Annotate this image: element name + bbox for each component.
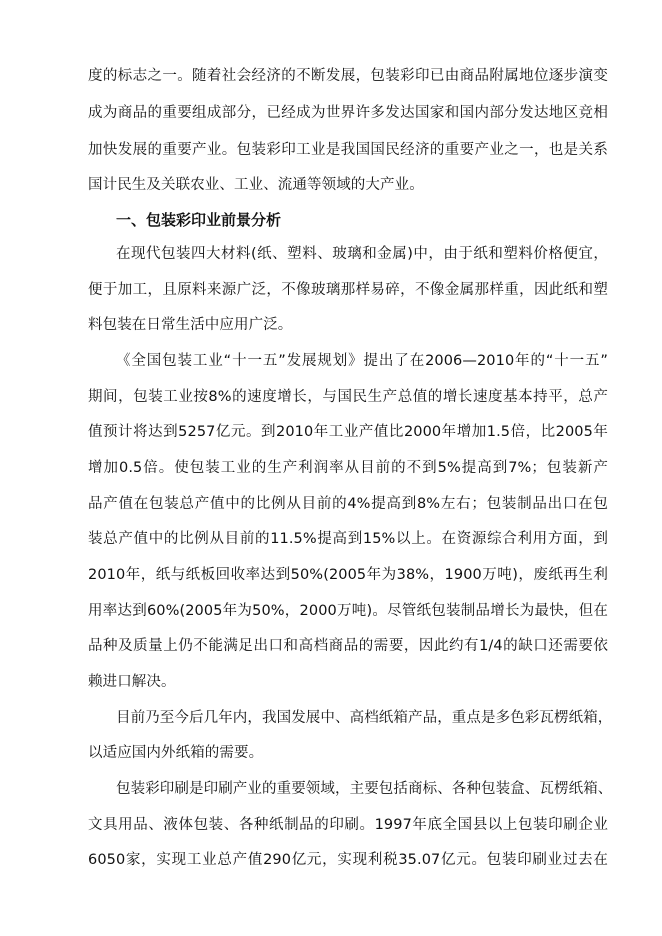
paragraph-1-line-2: 成为商品的重要组成部分，已经成为世界许多发达国家和国内部分发达地区竞相 — [88, 105, 608, 121]
paragraph-3-line-6: 装总产值中的比例从目前的11.5%提高到15%以上。在资源综合利用方面，到 — [88, 531, 608, 547]
paragraph-3-line-2: 期间，包装工业按8%的速度增长，与国民生产总值的增长速度基本持平，总产 — [88, 389, 608, 405]
paragraph-3-line-7: 2010年，纸与纸板回收率达到50%(2005年为38%，1900万吨)，废纸再生利 — [88, 567, 608, 583]
paragraph-4-line-2: 以适应国内外纸箱的需要。 — [88, 745, 264, 761]
section-heading: 一、包装彩印业前景分析 — [116, 211, 282, 229]
paragraph-2-line-3: 料包装在日常生活中应用广泛。 — [88, 317, 293, 333]
paragraph-1-line-3: 加快发展的重要产业。包装彩印工业是我国国民经济的重要产业之一，也是关系 — [88, 142, 608, 158]
paragraph-4-line-1: 目前乃至今后几年内，我国发展中、高档纸箱产品，重点是多色彩瓦楞纸箱， — [116, 710, 613, 726]
paragraph-3-line-5: 品产值在包装总产值中的比例从目前的4%提高到8%左右；包装制品出口在包 — [88, 496, 608, 512]
paragraph-1-line-4: 国计民生及关联农业、工业、流通等领域的大产业。 — [88, 177, 424, 193]
paragraph-5-line-1: 包装彩印刷是印刷产业的重要领域，主要包括商标、各种包装盒、瓦楞纸箱、 — [116, 781, 613, 797]
paragraph-3-line-9: 品种及质量上仍不能满足出口和高档商品的需要，因此约有1/4的缺口还需要依 — [88, 638, 608, 654]
paragraph-3-line-4: 增加0.5倍。使包装工业的生产利润率从目前的不到5%提高到7%；包装新产 — [88, 460, 608, 476]
paragraph-2-line-2: 便于加工，且原料来源广泛，不像玻璃那样易碎，不像金属那样重，因此纸和塑 — [88, 282, 608, 298]
paragraph-5-line-3: 6050家，实现工业总产值290亿元，实现利税35.07亿元。包装印刷业过去在 — [88, 852, 608, 868]
paragraph-3-line-10: 赖进口解决。 — [88, 674, 176, 690]
paragraph-5-line-2: 文具用品、液体包装、各种纸制品的印刷。1997年底全国县以上包装印刷企业 — [88, 817, 608, 833]
paragraph-1-line-1: 度的标志之一。随着社会经济的不断发展，包装彩印已由商品附属地位逐步演变 — [88, 68, 608, 84]
paragraph-2-line-1: 在现代包装四大材料(纸、塑料、玻璃和金属)中，由于纸和塑料价格便宜， — [116, 246, 608, 262]
paragraph-3-line-1: 《全国包装工业“十一五”发展规划》提出了在2006—2010年的“十一五” — [116, 353, 608, 369]
paragraph-3-line-3: 值预计将达到5257亿元。到2010年工业产值比2000年增加1.5倍，比2005年 — [88, 424, 608, 440]
paragraph-3-line-8: 用率达到60%(2005年为50%，2000万吨)。尽管纸包装制品增长为最快，但在 — [88, 603, 608, 619]
